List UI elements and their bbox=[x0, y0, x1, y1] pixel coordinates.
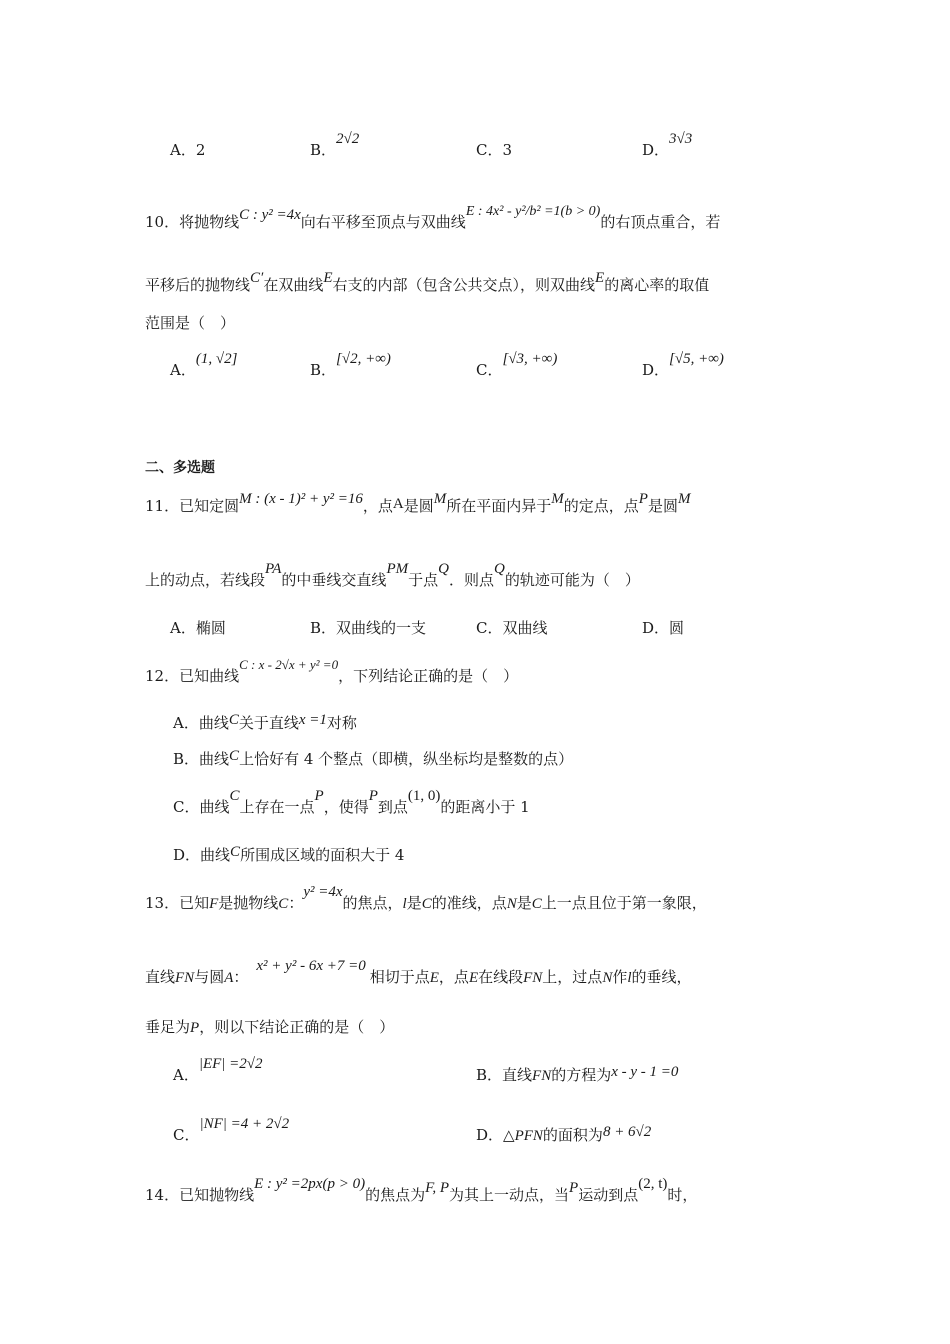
option-c: C．3 bbox=[476, 141, 513, 159]
option-c: C．[√3, +∞) bbox=[476, 351, 558, 379]
option-d: D．[√5, +∞) bbox=[642, 351, 724, 379]
option-c: C．双曲线 bbox=[476, 619, 548, 637]
option-b: B．[√2, +∞) bbox=[310, 351, 391, 379]
q11-line1: 11．已知定圆M : (x - 1)² + y² =16，点A是圆M所在平面内异于M的定点，点P是圆M bbox=[145, 491, 691, 515]
q13-line1: 13．已知F是抛物线C：y² =4x的焦点，l是C的准线，点N是C上一点且位于第一象限， bbox=[145, 884, 707, 912]
option-c: C．|NF| =4 + 2√2 bbox=[173, 1116, 290, 1144]
option-b: B．曲线C上恰好有 4 个整点（即横，纵坐标均是整数的点） bbox=[173, 748, 574, 768]
option-c: C．曲线C上存在一点P，使得P到点(1, 0)的距离小于 1 bbox=[173, 788, 530, 816]
option-d: D．曲线C所围成区域的面积大于 4 bbox=[173, 844, 405, 864]
section-heading: 二、多选题 bbox=[145, 460, 215, 476]
q13-line3: 垂足为P，则以下结论正确的是（ ） bbox=[145, 1018, 395, 1036]
option-a: A．(1, √2] bbox=[170, 351, 238, 379]
q12-line1: 12．已知曲线C : x - 2√x + y² =0，下列结论正确的是（ ） bbox=[145, 657, 519, 685]
q10-line2: 平移后的抛物线C′在双曲线E右支的内部（包含公共交点），则双曲线E的离心率的取值 bbox=[145, 270, 710, 294]
option-d: D．△PFN的面积为8 + 6√2 bbox=[476, 1124, 652, 1144]
option-b: B．2√2 bbox=[310, 131, 360, 159]
option-b: B．双曲线的一支 bbox=[310, 619, 427, 637]
option-b: B．直线FN的方程为x - y - 1 =0 bbox=[476, 1064, 679, 1084]
option-d: D．3√3 bbox=[642, 131, 693, 159]
q10-line1: 10．将抛物线C : y² =4x向右平移至顶点与双曲线E : 4x² - y²/b² =1(b > 0)的右顶点重合，若 bbox=[145, 204, 721, 231]
option-a: A．|EF| =2√2 bbox=[173, 1056, 263, 1084]
q13-line2: 直线FN与圆A：x² + y² - 6x +7 =0相切于点E，点E在线段FN上，过点N作l的垂线， bbox=[145, 958, 692, 986]
option-a: A．椭圆 bbox=[170, 619, 226, 637]
option-a: A．曲线C关于直线x =1对称 bbox=[173, 712, 357, 732]
q10-line3: 范围是（ ） bbox=[145, 314, 236, 332]
q14-line1: 14．已知抛物线E : y² =2px(p > 0)的焦点为F, P为其上一动点，当P运动到点(2, t)时， bbox=[145, 1176, 698, 1204]
option-a: A．2 bbox=[170, 141, 206, 159]
q11-line2: 上的动点，若线段PA的中垂线交直线PM于点Q．则点Q的轨迹可能为（ ） bbox=[145, 561, 640, 589]
option-d: D．圆 bbox=[642, 619, 685, 637]
